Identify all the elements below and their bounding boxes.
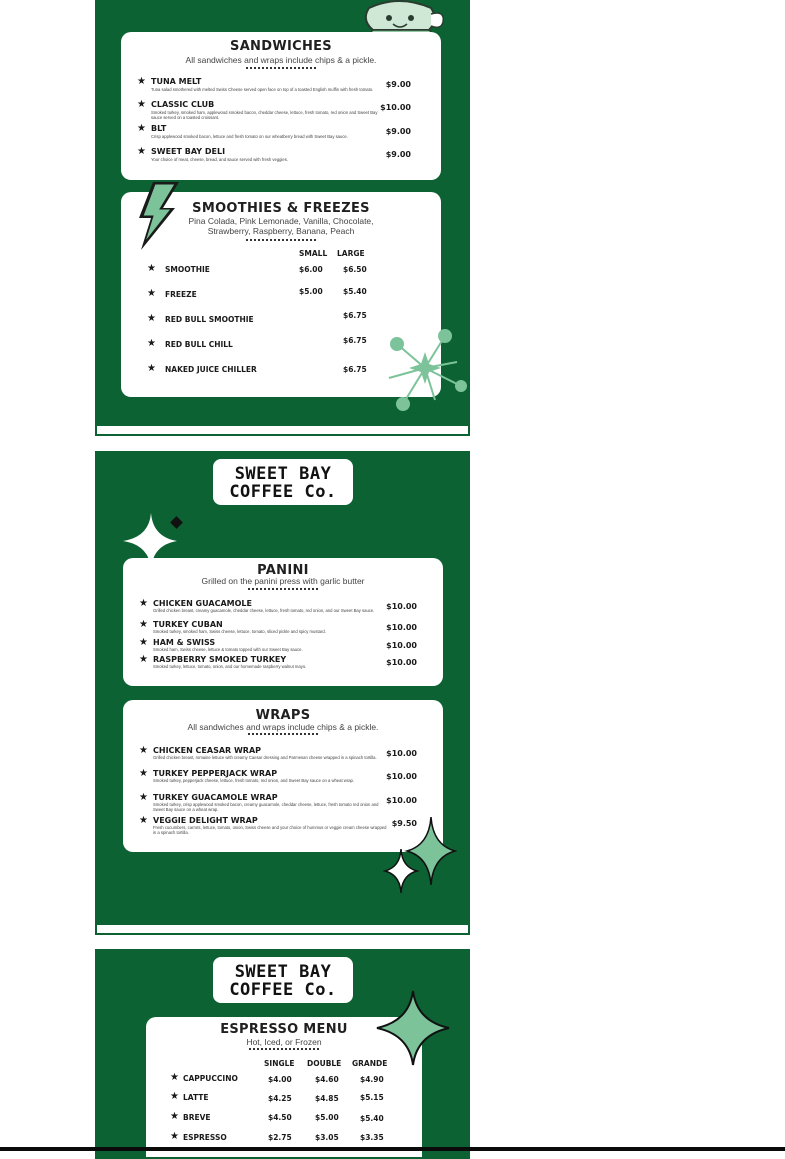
- item-description: Smoked turkey, crisp applewood smoked bacon, creamy guacamole, cheddar cheese, lettuce, fresh tomato red onion and Sweet Bay sauce on a wheat wrap.: [153, 802, 379, 812]
- item-name: RED BULL CHILL: [165, 340, 233, 349]
- star-icon: ★: [137, 99, 146, 110]
- espresso-subtitle: Hot, Iced, or Frozen: [246, 1037, 322, 1047]
- price-row: [147, 264, 431, 276]
- star-icon: ★: [139, 637, 148, 648]
- menu-page-2: [95, 451, 470, 935]
- item-description: Smoked ham, Swiss cheese, lettuce & tomato topped with our Sweet Bay sauce.: [153, 647, 303, 652]
- item-price: $10.00: [386, 602, 417, 611]
- item-price: $10.00: [386, 796, 417, 805]
- price-large: $5.40: [343, 287, 367, 296]
- item-description: Smoked turkey, pepperjack cheese, lettuce, fresh tomato, red onion, and Sweet Bay sauce on a wheat wrap.: [153, 778, 355, 783]
- price-double: $4.60: [315, 1075, 339, 1084]
- price-large: $6.50: [343, 265, 367, 274]
- item-price: $9.50: [391, 819, 417, 828]
- star-icon: ★: [170, 1072, 179, 1083]
- item-price: $10.00: [386, 749, 417, 758]
- smoothies-flavors-line2: Strawberry, Raspberry, Banana, Peach: [207, 226, 355, 236]
- starburst-icon: [383, 326, 467, 412]
- item-description: Grilled chicken breast, romaine lettuce with creamy Caesar dressing and Parmesan cheese wrapped in a spinach tortilla.: [153, 755, 377, 760]
- price-grande: $5.15: [360, 1093, 384, 1102]
- star-icon: ★: [139, 654, 148, 665]
- wraps-subtitle: All sandwiches and wraps include chips & a pickle.: [187, 722, 379, 732]
- smoothies-flavors-line1: Pina Colada, Pink Lemonade, Vanilla, Chocolate,: [188, 216, 374, 226]
- item-description: Crisp applewood smoked bacon, lettuce and fresh tomato on our wheatberry bread with Sweet Bay sauce.: [151, 134, 348, 139]
- divider: [248, 733, 318, 735]
- price-single: $2.75: [268, 1133, 292, 1142]
- column-header-large: LARGE: [337, 249, 365, 258]
- item-price: $10.00: [386, 623, 417, 632]
- star-icon: ★: [147, 263, 156, 274]
- price-single: $4.00: [268, 1075, 292, 1084]
- item-name: RED BULL SMOOTHIE: [165, 315, 254, 324]
- item-price: $10.00: [386, 641, 417, 650]
- star-icon: ★: [147, 363, 156, 374]
- item-description: Smoked turkey, lettuce, tomato, onion, and our homemade raspberry walnut mayo.: [153, 664, 307, 669]
- viewport-bottom-edge: [0, 1147, 785, 1151]
- item-price: $10.00: [386, 772, 417, 781]
- price-row: [147, 289, 431, 301]
- star-icon: ★: [170, 1091, 179, 1102]
- item-name: BREVE: [183, 1113, 211, 1122]
- item-name: TURKEY PEPPERJACK WRAP: [153, 769, 278, 778]
- column-header-single: SINGLE: [264, 1059, 295, 1068]
- item-price: $9.00: [385, 127, 411, 136]
- page-border: [97, 925, 468, 933]
- logo-line1: SWEET BAY: [234, 962, 332, 982]
- star-icon: ★: [139, 768, 148, 779]
- divider: [246, 239, 316, 241]
- item-name: SWEET BAY DELI: [151, 147, 226, 156]
- star-icon: ★: [170, 1111, 179, 1122]
- item-price: $10.00: [386, 658, 417, 667]
- item-name: ESPRESSO: [183, 1133, 227, 1142]
- espresso-title: ESPRESSO MENU: [220, 1022, 348, 1037]
- price-double: $4.85: [315, 1094, 339, 1103]
- item-name: VEGGIE DELIGHT WRAP: [153, 816, 258, 825]
- star-icon: ★: [139, 745, 148, 756]
- star-icon: ★: [147, 288, 156, 299]
- sandwiches-subtitle: All sandwiches and wraps include chips & a pickle.: [185, 55, 377, 65]
- item-name: BLT: [151, 124, 167, 133]
- star-icon: ★: [137, 123, 146, 134]
- item-description: Your choice of meat, cheese, bread, and sauce served with fresh veggies.: [151, 157, 288, 162]
- panini-title: PANINI: [257, 563, 309, 578]
- star-icon: ★: [147, 338, 156, 349]
- price-row: [170, 1132, 412, 1144]
- item-name: CLASSIC CLUB: [151, 100, 215, 109]
- menu-page-1: [95, 0, 470, 436]
- price-large: $6.75: [343, 336, 367, 345]
- item-name: SMOOTHIE: [165, 265, 210, 274]
- logo-line2: COFFEE Co.: [229, 482, 337, 502]
- item-name: TURKEY GUACAMOLE WRAP: [153, 793, 278, 802]
- item-price: $10.00: [380, 103, 411, 112]
- price-double: $5.00: [315, 1113, 339, 1122]
- page-border: [97, 426, 468, 434]
- item-description: Fresh cucumbers, carrots, lettuce, tomato, onion, Swiss cheese and your choice of hummus or veggie cream cheese wrapped in a spinach tortilla.: [153, 825, 387, 835]
- star-icon: ★: [139, 619, 148, 630]
- price-grande: $3.35: [360, 1133, 384, 1142]
- panini-subtitle: Grilled on the panini press with garlic butter: [201, 576, 365, 586]
- item-name: LATTE: [183, 1093, 209, 1102]
- item-description: Smoked turkey, smoked ham, Swiss cheese, lettuce, tomato, sliced pickle and spicy mustard.: [153, 629, 326, 634]
- item-description: Tuna salad smothered with melted Swiss Cheese served open face on top of a toasted English muffin with fresh tomato.: [151, 87, 374, 92]
- star-icon: ★: [139, 598, 148, 609]
- divider: [246, 67, 316, 69]
- brand-logo: [213, 957, 353, 1003]
- price-single: $4.50: [268, 1113, 292, 1122]
- item-name: TURKEY CUBAN: [153, 620, 223, 629]
- sandwiches-title: SANDWICHES: [230, 39, 332, 54]
- price-large: $6.75: [343, 311, 367, 320]
- price-row: [170, 1112, 412, 1124]
- brand-logo: [213, 459, 353, 505]
- logo-line1: SWEET BAY: [234, 464, 332, 484]
- item-description: Grilled chicken breast, creamy guacamole, cheddar cheese, lettuce, fresh tomato, red onion, and our Sweet Bay sauce.: [153, 608, 375, 613]
- item-price: $9.00: [385, 150, 411, 159]
- lightning-bolt-icon: [135, 180, 181, 252]
- item-name: CHICKEN GUACAMOLE: [153, 599, 252, 608]
- smoothies-title: SMOOTHIES & FREEZES: [192, 201, 370, 216]
- item-name: CHICKEN CEASAR WRAP: [153, 746, 262, 755]
- column-header-small: SMALL: [299, 249, 328, 258]
- wraps-title: WRAPS: [255, 708, 311, 723]
- price-grande: $4.90: [360, 1075, 384, 1084]
- item-price: $9.00: [385, 80, 411, 89]
- price-row: [170, 1073, 412, 1085]
- item-name: FREEZE: [165, 290, 197, 299]
- item-name: HAM & SWISS: [153, 638, 216, 647]
- sparkle-icon: [375, 989, 451, 1067]
- star-icon: ★: [147, 313, 156, 324]
- logo-line2: COFFEE Co.: [229, 980, 337, 1000]
- column-header-double: DOUBLE: [307, 1059, 342, 1068]
- star-icon: ★: [139, 792, 148, 803]
- divider: [249, 1048, 319, 1050]
- column-header-grande: GRANDE: [352, 1059, 388, 1068]
- menu-page-3: [95, 949, 470, 1159]
- price-small: $6.00: [299, 265, 323, 274]
- divider: [248, 588, 318, 590]
- price-large: $6.75: [343, 365, 367, 374]
- panini-card: [123, 558, 443, 686]
- item-name: TUNA MELT: [151, 77, 202, 86]
- star-icon: ★: [139, 815, 148, 826]
- item-description: Smoked turkey, smoked ham, applewood smoked bacon, cheddar cheese, lettuce, fresh tomato, red onion and Sweet Bay sauce served on a toasted croissant.: [151, 110, 378, 120]
- price-grande: $5.40: [360, 1114, 384, 1123]
- twin-sparkle-icon: [383, 815, 457, 897]
- star-icon: ★: [137, 146, 146, 157]
- star-icon: ★: [170, 1131, 179, 1142]
- sandwiches-card: [121, 32, 441, 180]
- price-row: [170, 1092, 412, 1104]
- star-icon: ★: [137, 76, 146, 87]
- item-name: RASPBERRY SMOKED TURKEY: [153, 655, 287, 664]
- item-name: CAPPUCCINO: [183, 1074, 238, 1083]
- price-single: $4.25: [268, 1094, 292, 1103]
- price-small: $5.00: [299, 287, 323, 296]
- item-name: NAKED JUICE CHILLER: [165, 365, 257, 374]
- price-row: [147, 311, 431, 326]
- price-double: $3.05: [315, 1133, 339, 1142]
